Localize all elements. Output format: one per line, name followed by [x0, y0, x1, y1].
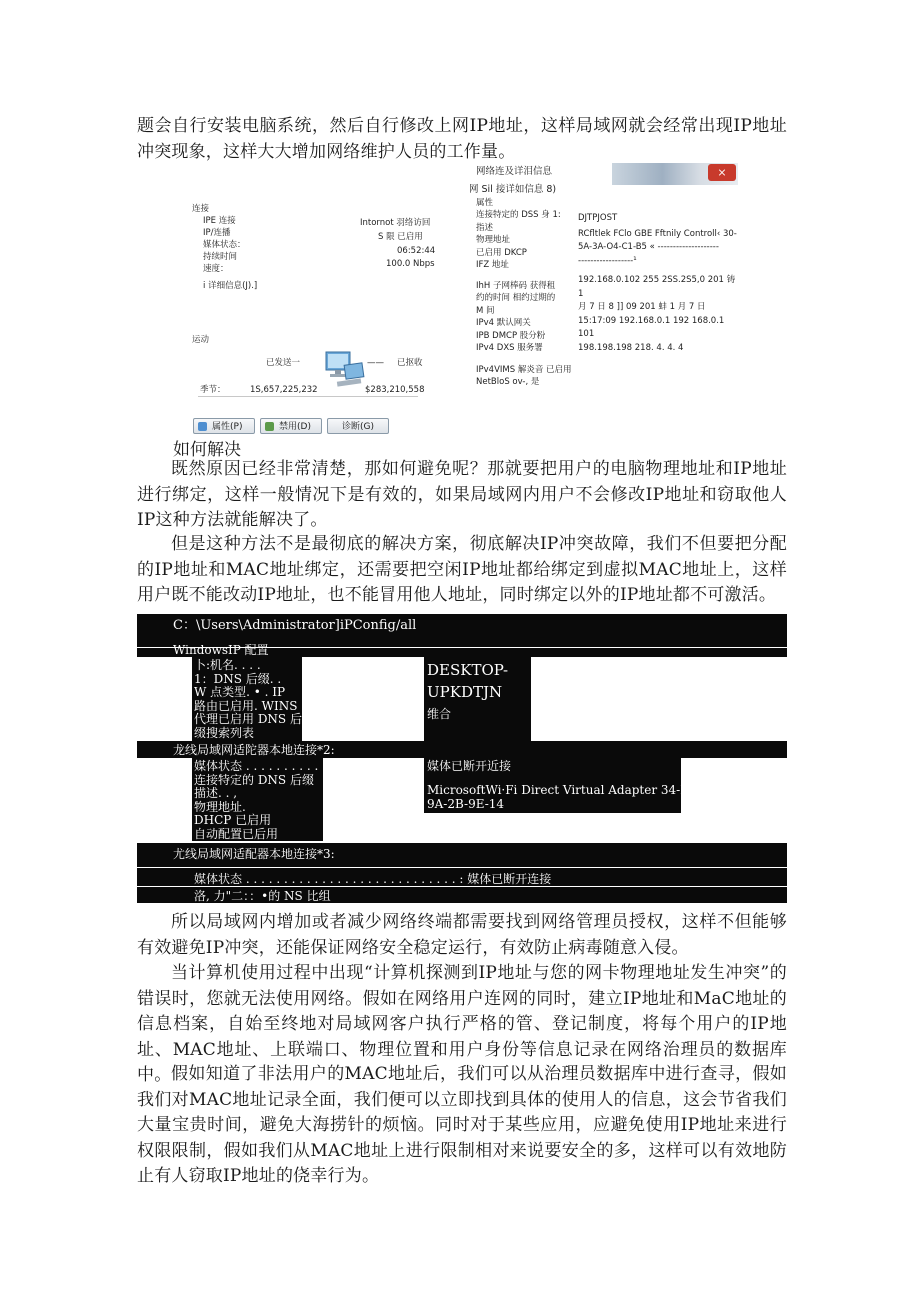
section-activity: 运动 [192, 335, 210, 345]
console-line: 自动配置已后用 [194, 826, 279, 841]
props-right-item: RCfltlek FClo GBE Fftnily Controll‹ 30- [578, 228, 737, 239]
status-label: 媒体状态： [203, 240, 246, 250]
divider [198, 396, 418, 397]
status-label: 速度： [203, 264, 229, 274]
props-left-item: IPB DMCP 股分粉 [476, 330, 546, 341]
console-line: 物理地址. [194, 799, 246, 814]
status-label: IP/连播 [203, 228, 231, 238]
paragraph: 既然原因已经非常清楚，那如何避免呢？那就要把用户的电脑物理地址和IP地址进行绑定，这样一般情况下是有效的，如果局域网内用户不会修改IP地址和窃取他人IP这种方法就能解决了。 [137, 459, 787, 530]
console-line: 缀搜索列表 [194, 725, 255, 740]
console-line: 路由已启用. WINS [194, 698, 298, 713]
console-line: W 点类型. • . IP [194, 685, 286, 699]
console-title: WindowsIP 配置 [173, 643, 269, 657]
console-line: DESKTOP- [427, 661, 509, 679]
props-right-item: 198.198.198 218. 4. 4. 4 [578, 342, 684, 353]
bytes-received: $283,210,558 [365, 385, 425, 395]
properties-button[interactable] [193, 418, 255, 434]
props-left-list [476, 209, 576, 389]
adapter2-left-list [194, 760, 334, 841]
props-left-item: 物理地址 [476, 235, 511, 245]
props-left-item: 连接特定的 DSS 身 1: [476, 210, 561, 220]
paragraph: 假如知道了非法用户的MAC地址后，我们可以从治理员数据库中进行查寻，假如我们对MAC地址记录全面，我们便可以立即找到具体的使用人的信息，这会节省我们大量宝贵时间，避免大海捞针的烦恼。同时对于某些应用，应避免使用IP地址来进行权限限制，假如我们从MAC地址上进行限制相对来说要安全的多，这样可以有效地防止有人窃取IP地址的侥幸行为。 [137, 1064, 787, 1186]
status-label: IPE 连接 [203, 216, 236, 226]
status-value: 06:52:44 [397, 246, 436, 256]
props-right-item: 15:17:09 192.168.0.1 192 168.0.1 101 [578, 315, 725, 339]
console-line: 描述. . , [194, 786, 238, 800]
console-line: 代理已启用 DNS 后 [194, 712, 302, 726]
close-icon[interactable]: × [708, 164, 736, 181]
divider [137, 867, 787, 868]
console-line: MicrosoftWi·Fi Direct Virtual Adapter 34-F3- [427, 783, 701, 797]
props-right-item: ------------------¹ [578, 255, 637, 266]
props-left-item: IPv4 默认网关 [476, 318, 531, 328]
console-line: 连接特定的 DNS 后缀 [194, 772, 314, 787]
shield-icon [265, 422, 274, 431]
paragraph: 但是这种方法不是最彻底的解决方案，彻底解决IP冲突故障，我们不但要把分配的IP地址和MAC地址绑定，还需要把空闲IP地址都给绑定到虚拟MAC地址上，这样用户既不能改动IP地址，也不能冒用他人地址，同时绑定以外的IP地址都不可激活。 [137, 534, 787, 605]
props-right-list [578, 212, 738, 355]
dialog-title: 网络连及详泪信息 [476, 166, 553, 177]
console-line: 媒体状态 . . . . . . . . . . . . . . . . . . . . . . . . . . . . : 媒体已断开连接 [194, 872, 552, 886]
props-left-item: IhH 子网棒码 获得租 [476, 280, 556, 291]
props-right-item: 月 7 日 8 ]] 09 201 蚌 1 月 7 日 [578, 302, 706, 312]
console-right-list [427, 659, 508, 725]
props-right-item: 5A-3A-O4-C1-B5 « -------------------- [578, 242, 719, 252]
console-line: 9A-2B-9E-14 [427, 797, 505, 811]
console-line: 媒体状态 . . . . . . . . . . . . [194, 759, 334, 773]
disable-button-label: 禁用(D) [279, 422, 311, 432]
status-label: 持续时间 [203, 252, 238, 262]
paragraph: 当计算机使用过程中出现“计算机探测到IP地址与您的网卡物理地址发生冲突”的错误时，您就无法使用网络。假如在网络用户连网的同时，建立IP地址和MaC地址的信息档案，自始至终地对局域网客户执行严格的管、登记制度，将每个用户的IP地址、MAC地址、上联端口、物理位置和用户身份等信息记录在网络治理员的数据库中。 [137, 963, 787, 1085]
status-value: Intornot 羽络访回 [360, 218, 431, 228]
shield-icon [198, 422, 207, 431]
sent-label: 已发送一 [266, 358, 301, 368]
properties-button-label: 属性(P) [212, 422, 243, 432]
bytes-sent: 1S,657,225,232 [250, 385, 318, 395]
console-line: 洛, 力"二：：•的 NS 比组 [194, 889, 331, 903]
dash-separator: —— [367, 358, 384, 368]
bytes-label: 季节： [200, 385, 226, 395]
section-connect: 连接 [192, 204, 210, 214]
props-label: 属性 [476, 198, 494, 208]
props-left-item: 已启用 DKCP [476, 247, 527, 258]
console-line: 1：DNS 后缀. . [194, 671, 282, 686]
console-line: 媒体已断开近接 [427, 759, 512, 773]
section-heading: 如何解决 [173, 440, 241, 460]
console-line: 卜:机名. . . . [194, 658, 261, 672]
details-link[interactable]: i 详细信息(J).] [203, 281, 258, 291]
props-left-item: NetBloS ov-, 是 [476, 377, 540, 387]
console-line: UPKDTJN [427, 683, 503, 701]
adapter2-title: 龙线局域网适陀器本地连接*2: [173, 743, 335, 757]
props-left-item: IFZ 地址 [476, 260, 509, 270]
paragraph: 所以局域网内增加或者减少网络终端都需要找到网络管理员授权，这样不但能够有效避免IP冲突，还能保证网络安全稳定运行，有效防止病毒随意入侵。 [137, 912, 787, 958]
diagnose-button-label: 诊断(G) [342, 422, 374, 432]
diagnose-button[interactable] [327, 418, 389, 434]
detail-header: 网 Sil 接详如信息 8) [469, 184, 557, 195]
status-value: S 限 已启用 [378, 232, 423, 242]
props-left-item: M 间 [476, 305, 495, 316]
props-right-item: 192.168.0.102 255 2SS.2S5,0 201 铸 1 [578, 275, 736, 299]
divider [137, 886, 787, 887]
console-left-list [194, 659, 302, 740]
disable-button[interactable] [260, 418, 322, 434]
network-computer-icon [323, 350, 367, 388]
console-line: 维合 [427, 707, 452, 721]
console-line: DHCP 已启用 [194, 813, 272, 827]
props-left-item: IPv4VIMS 解炎音 已启用 [476, 364, 572, 375]
adapter2-right-list [427, 759, 700, 811]
props-left-item: 约的时间 相约过期的 [476, 293, 556, 303]
received-label: 已抠收 [397, 358, 423, 368]
adapter3-title: 尤线局域网适配器本地连接*3: [173, 847, 335, 861]
console-command: C：\Users\Administrator]iPConfig/all [173, 618, 417, 633]
props-left-item: 指述 [476, 222, 494, 233]
top-paragraph: 题会自行安装电脑系统，然后自行修改上网IP地址，这样局域网就会经常出现IP地址冲突现象，这样大大增加网络维护人员的工作量。 [137, 116, 787, 162]
props-left-item: IPv4 DXS 服务署 [476, 343, 543, 353]
props-right-item: DJTPJOST [578, 213, 618, 223]
status-value: 100.0 Nbps [386, 259, 435, 269]
